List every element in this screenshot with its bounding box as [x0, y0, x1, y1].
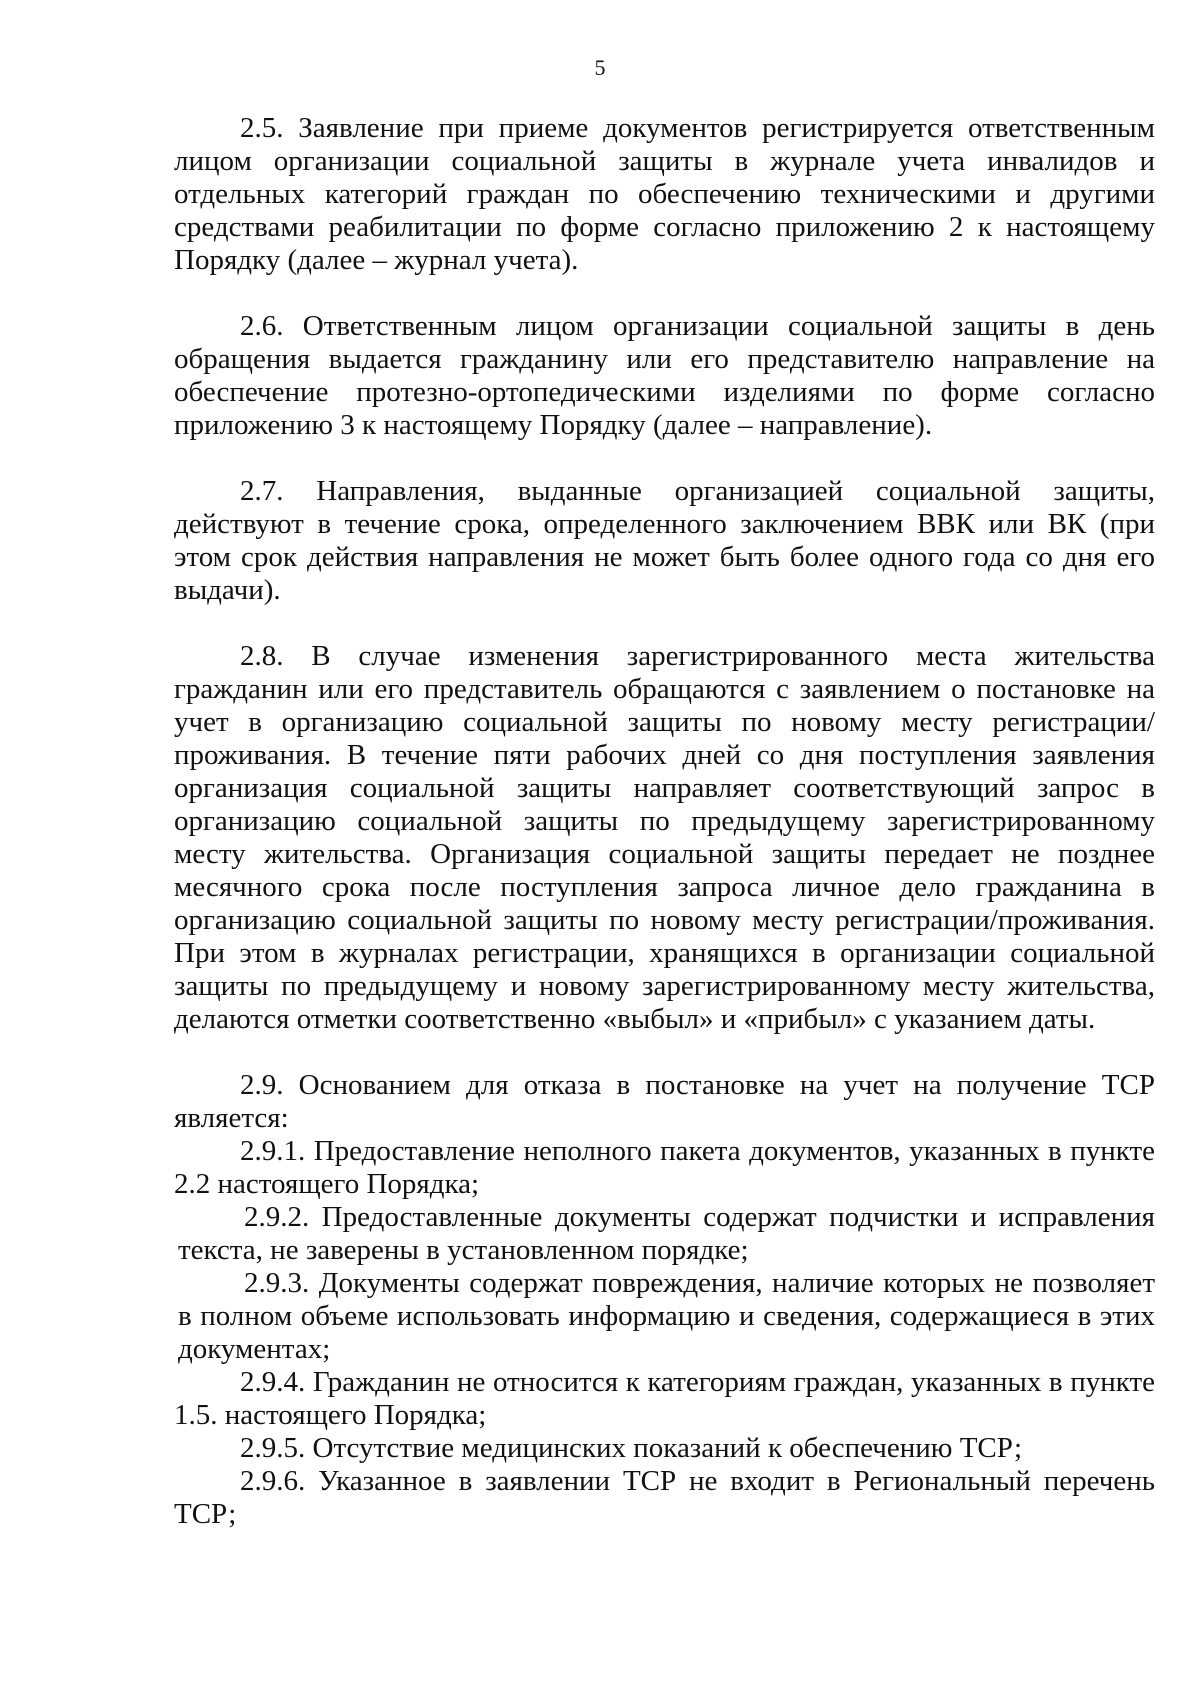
- subitem-2-9-4: 2.9.4. Гражданин не относится к категориям граждан, указанных в пункте 1.5. настоящего Порядка;: [174, 1366, 1155, 1431]
- subitem-2-9-6: 2.9.6. Указанное в заявлении ТСР не входит в Региональный перечень ТСР;: [174, 1465, 1155, 1530]
- subitem-2-9-2: 2.9.2. Предоставленные документы содержат подчистки и исправления текста, не заверены в установленном порядке;: [178, 1201, 1155, 1266]
- subitem-2-9-1: 2.9.1. Предоставление неполного пакета документов, указанных в пункте 2.2 настоящего Порядка;: [174, 1135, 1155, 1200]
- paragraph-2-5: 2.5. Заявление при приеме документов регистрируется ответственным лицом организации социальной защиты в журнале учета инвалидов и отдельных категорий граждан по обеспечению техническими и другими средствами реабилитации по форме согласно приложению 2 к настоящему Порядку (далее – журнал учета).: [174, 112, 1155, 276]
- document-body: [174, 112, 1155, 1531]
- subitem-2-9-5: 2.9.5. Отсутствие медицинских показаний к обеспечению ТСР;: [240, 1432, 1023, 1464]
- paragraph-2-8: 2.8. В случае изменения зарегистрированного места жительства гражданин или его представитель обращаются с заявлением о постановке на учет в организацию социальной защиты по новому месту регистрации/проживания. В течение пяти рабочих дней со дня поступления заявления организация социальной защиты направляет соответствующий запрос в организацию социальной защиты по предыдущему зарегистрированному месту жительства. Организация социальной защиты передает не позднее месячного срока после поступления запроса личное дело гражданина в организацию социальной защиты по новому месту регистрации/проживания. При этом в журналах регистрации, хранящихся в организации социальной защиты по предыдущему и новому зарегистрированному месту жительства, делаются отметки соответственно «выбыл» и «прибыл» с указанием даты.: [174, 640, 1155, 1035]
- paragraph-2-7: 2.7. Направления, выданные организацией социальной защиты, действуют в течение срока, определенного заключением ВВК или ВК (при этом срок действия направления не может быть более одного года со дня его выдачи).: [174, 475, 1155, 606]
- paragraph-2-9: 2.9. Основанием для отказа в постановке на учет на получение ТСР является:: [174, 1069, 1155, 1134]
- subitem-2-9-3: 2.9.3. Документы содержат повреждения, наличие которых не позволяет в полном объеме использовать информацию и сведения, содержащиеся в этих документах;: [178, 1267, 1155, 1365]
- page-number: 5: [594, 55, 606, 80]
- paragraph-2-6: 2.6. Ответственным лицом организации социальной защиты в день обращения выдается гражданину или его представителю направление на обеспечение протезно-ортопедическими изделиями по форме согласно приложению 3 к настоящему Порядку (далее – направление).: [174, 310, 1155, 441]
